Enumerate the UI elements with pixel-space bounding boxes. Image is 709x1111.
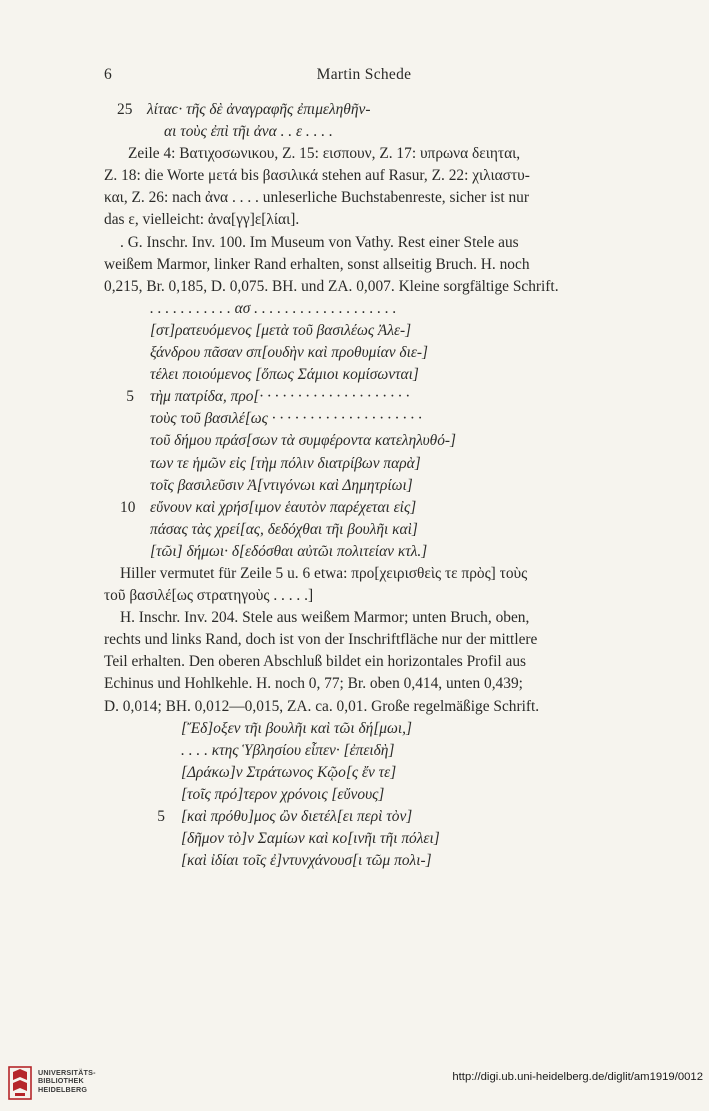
page-number: 6	[104, 66, 112, 83]
inscription-line: των τε ἡμῶν εἰς [τὴμ πόλιν διατρίβων παρὰ]	[150, 454, 421, 472]
running-title: Martin Schede	[316, 66, 412, 83]
inscription-line: πάσας τὰς χρεί[ας, δεδόχθαι τῆι βουλῆι καὶ]	[150, 520, 418, 538]
paragraph-line: Echinus und Hohlkehle. H. noch 0, 77; Br. oben 0,414, unten 0,439;	[104, 675, 523, 693]
paragraph-line: rechts und links Rand, doch ist von der Inschriftfläche nur der mittlere	[104, 631, 538, 649]
inscription-line: τέλει ποιούμενος [ὅπως Σάμιοι κομίσωνται]	[150, 366, 419, 384]
paragraph-line: . G. Inschr. Inv. 100. Im Museum von Vathy. Rest einer Stele aus	[120, 233, 519, 251]
line-number: 25	[117, 101, 133, 118]
inscription-line: [καὶ ἰδίαι τοῖς ἐ]ντυνχάνουσ[ι τῶμ πολι-]	[181, 852, 432, 870]
inscription-line: . . . . κτης Ὑβλησίου εἶπεν· [ἐπειδὴ]	[181, 741, 395, 759]
inscription-line: . . . . . . . . . . . ασ . . . . . . . . . . . . . . . . . . .	[150, 299, 397, 317]
inscription-line: [Ἔδ]οξεν τῆι βουλῆι καὶ τῶι δή[μωι,]	[181, 719, 413, 737]
inscription-line: τοῦ δήμου πράσ[σων τὰ συμφέροντα κατεληλυθό-]	[150, 432, 457, 450]
paragraph-line: Hiller vermutet für Zeile 5 u. 6 etwa: προ[χειρισθεὶς τε πρὸς] τοὺς	[120, 564, 528, 582]
inscription-line: 25 λίταϲ· τῆς δὲ ἀναγραφῆς ἐπιμεληθῆν-	[104, 99, 624, 121]
inscription-line: [τοῖς πρό]τερον χρόνοις [εὔνους]	[181, 785, 385, 803]
inscription-line: [δῆμον τὸ]ν Σαμίων καὶ κο[ινῆι τῆι πόλει]	[181, 830, 440, 848]
source-url-link[interactable]: http://digi.ub.uni-heidelberg.de/diglit/am1919/0012	[452, 1071, 703, 1083]
inscription-line: τοῖς βασιλεῦσιν Ἀ[ντιγόνωι καὶ Δημητρίωι]	[150, 476, 413, 494]
line-number: 10	[120, 498, 136, 516]
paragraph-line: weißem Marmor, linker Rand erhalten, sonst allseitig Bruch. H. noch	[104, 255, 530, 273]
inscription-line: τοὺς τοῦ βασιλέ[ως · · · · · · · · · · · · · · · · · · · ·	[150, 410, 422, 428]
page-header	[104, 66, 624, 88]
inscription-line: ξάνδρου πᾶσαν σπ[ουδὴν καὶ προθυμίαν διε-]	[150, 344, 429, 362]
inscription-line: 10 εὔνουν καὶ χρήσ[ιμον ἑαυτὸν παρέχεται εἰς]	[104, 497, 624, 519]
inscription-line: [στ]ρατευόμενος [μετὰ τοῦ βασιλέως Ἀλε-]	[150, 321, 412, 339]
inscription-line: αι τοὺς ἐπὶ τῆι ἀνα . . ε . . . .	[164, 123, 333, 141]
paragraph-line: και, Z. 26: nach ἀνα . . . . unleserliche Buchstabenreste, sicher ist nur	[104, 189, 530, 207]
paragraph-line: D. 0,014; BH. 0,012—0,015, ZA. ca. 0,01. Große regelmäßige Schrift.	[104, 697, 540, 715]
inscription-line: 5 τὴμ πατρίδα, προ[· · · · · · · · · · · · · · · · · · · ·	[104, 386, 624, 408]
inscription-line: 5 [καὶ πρόθυ]μος ὢν διετέλ[ει περὶ τὸν]	[104, 806, 624, 828]
paragraph-line: das ε, vielleicht: ἀνα[γγ]ε[λίαι].	[104, 211, 300, 229]
paragraph-line: 0,215, Br. 0,185, D. 0,075. BH. und ZA. 0,007. Kleine sorgfältige Schrift.	[104, 277, 559, 295]
heidelberg-library-logo-icon	[8, 1066, 32, 1100]
paragraph-line: Teil erhalten. Den oberen Abschluß bildet ein horizontales Profil aus	[104, 653, 527, 671]
page-body	[104, 99, 624, 872]
paragraph-line: H. Inschr. Inv. 204. Stele aus weißem Marmor; unten Bruch, oben,	[120, 609, 530, 627]
inscription-line: [Δράκω]ν Στράτωνος Κῷο[ς ἔν τε]	[181, 763, 397, 781]
line-number: 5	[157, 808, 165, 825]
paragraph-line: Zeile 4: Βατιχοσωνικου, Z. 15: εισπουν, Z. 17: υπρωνα δειηται,	[128, 145, 521, 163]
line-number: 5	[126, 388, 134, 406]
paragraph-line: Z. 18: die Worte μετά bis βασιλικά stehen auf Rasur, Z. 22: χιλιαστυ-	[104, 167, 530, 185]
digitization-footer	[0, 1060, 709, 1111]
library-name: UNIVERSITÄTS- BIBLIOTHEK HEIDELBERG	[38, 1068, 96, 1094]
paragraph-line: τοῦ βασιλέ[ως στρατηγοὺς . . . . .]	[104, 587, 314, 605]
inscription-line: [τῶι] δήμωι· δ[εδόσθαι αὐτῶι πολιτείαν κτλ.]	[150, 542, 428, 560]
